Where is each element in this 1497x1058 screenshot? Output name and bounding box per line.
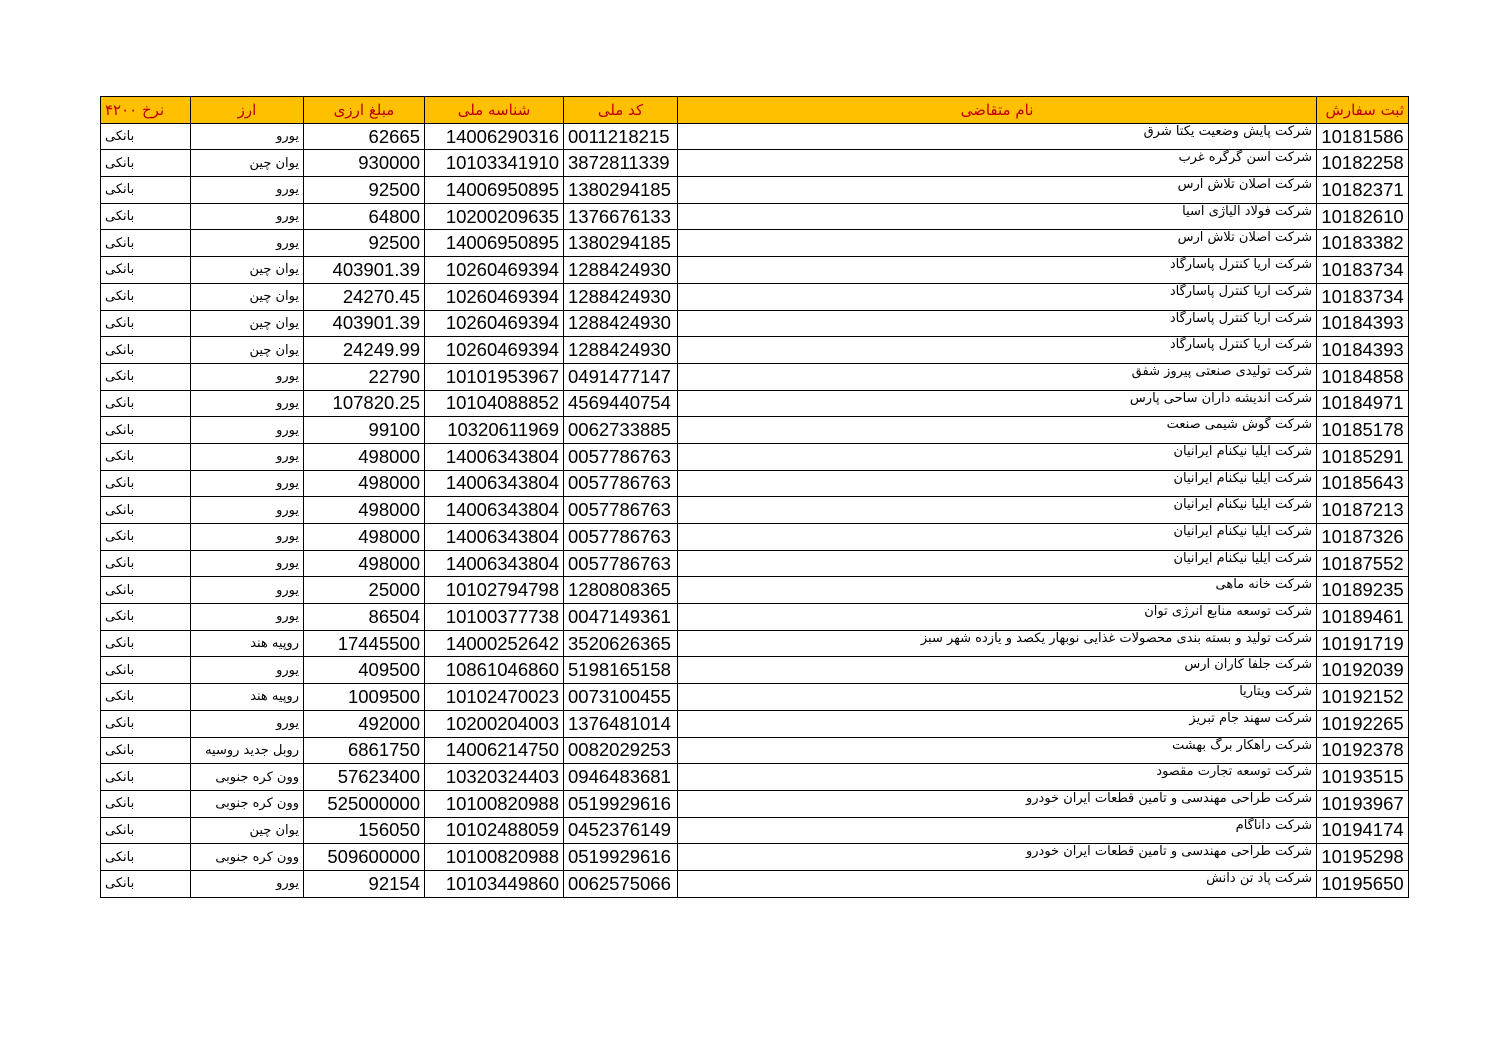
table-row xyxy=(101,524,1409,551)
cell-applicant-name: شرکت ایلیا نیکنام ایرانیان xyxy=(678,497,1317,524)
table-row xyxy=(101,390,1409,417)
cell-currency: یوان چین xyxy=(191,283,304,310)
cell-rate: بانکی xyxy=(101,550,191,577)
cell-applicant-name: شرکت آریا کنترل پاسارگاد xyxy=(678,310,1317,337)
cell-currency: وون کره جنوبی xyxy=(191,764,304,791)
cell-national-id: 14006343804 xyxy=(425,470,564,497)
cell-national-id: 10260469394 xyxy=(425,337,564,364)
cell-amount: 498000 xyxy=(304,524,425,551)
cell-currency: یورو xyxy=(191,657,304,684)
cell-amount: 17445500 xyxy=(304,630,425,657)
header-currency: ارز xyxy=(191,97,304,124)
table-row xyxy=(101,844,1409,871)
cell-order-registration: 10183734 xyxy=(1317,283,1409,310)
cell-applicant-name: شرکت ایلیا نیکنام ایرانیان xyxy=(678,470,1317,497)
cell-currency: یورو xyxy=(191,550,304,577)
table-row xyxy=(101,737,1409,764)
cell-applicant-name: شرکت تولیدی صنعتی پیروز شفق xyxy=(678,363,1317,390)
cell-amount: 92500 xyxy=(304,177,425,204)
cell-national-code: 1380294185 xyxy=(564,177,678,204)
cell-order-registration: 10193515 xyxy=(1317,764,1409,791)
cell-national-code: 1380294185 xyxy=(564,230,678,257)
cell-rate: بانکی xyxy=(101,283,191,310)
cell-order-registration: 10189235 xyxy=(1317,577,1409,604)
cell-applicant-name: شرکت اصلان تلاش ارس xyxy=(678,177,1317,204)
cell-applicant-name: شرکت آسن گرگره غرب xyxy=(678,150,1317,177)
cell-currency: یورو xyxy=(191,870,304,897)
cell-rate: بانکی xyxy=(101,710,191,737)
cell-applicant-name: شرکت اصلان تلاش ارس xyxy=(678,230,1317,257)
cell-national-code: 3872811339 xyxy=(564,150,678,177)
cell-national-id: 10104088852 xyxy=(425,390,564,417)
cell-rate: بانکی xyxy=(101,123,191,150)
cell-order-registration: 10182371 xyxy=(1317,177,1409,204)
cell-order-registration: 10195298 xyxy=(1317,844,1409,871)
table-row xyxy=(101,443,1409,470)
cell-rate: بانکی xyxy=(101,737,191,764)
cell-national-code: 1280808365 xyxy=(564,577,678,604)
cell-amount: 99100 xyxy=(304,417,425,444)
cell-order-registration: 10185178 xyxy=(1317,417,1409,444)
cell-order-registration: 10194174 xyxy=(1317,817,1409,844)
cell-applicant-name: شرکت ایلیا نیکنام ایرانیان xyxy=(678,443,1317,470)
cell-national-id: 10102470023 xyxy=(425,684,564,711)
cell-amount: 409500 xyxy=(304,657,425,684)
cell-amount: 498000 xyxy=(304,497,425,524)
cell-amount: 24249.99 xyxy=(304,337,425,364)
cell-rate: بانکی xyxy=(101,684,191,711)
cell-rate: بانکی xyxy=(101,257,191,284)
table-row xyxy=(101,710,1409,737)
cell-applicant-name: شرکت جلفا کاران ارس xyxy=(678,657,1317,684)
cell-national-code: 0047149361 xyxy=(564,604,678,631)
cell-applicant-name: شرکت ویتاریا xyxy=(678,684,1317,711)
cell-national-code: 0452376149 xyxy=(564,817,678,844)
cell-national-code: 0057786763 xyxy=(564,524,678,551)
cell-currency: یوان چین xyxy=(191,817,304,844)
cell-national-id: 10200209635 xyxy=(425,203,564,230)
cell-rate: بانکی xyxy=(101,630,191,657)
cell-order-registration: 10192265 xyxy=(1317,710,1409,737)
table-row xyxy=(101,870,1409,897)
cell-national-id: 10100820988 xyxy=(425,790,564,817)
cell-national-id: 10101953967 xyxy=(425,363,564,390)
orders-table xyxy=(100,96,1409,898)
cell-national-code: 1288424930 xyxy=(564,283,678,310)
cell-currency: یورو xyxy=(191,604,304,631)
header-rate: نرخ ۴۲۰۰ xyxy=(101,97,191,124)
cell-currency: یورو xyxy=(191,230,304,257)
cell-amount: 403901.39 xyxy=(304,310,425,337)
cell-amount: 57623400 xyxy=(304,764,425,791)
cell-order-registration: 10185643 xyxy=(1317,470,1409,497)
cell-national-code: 0946483681 xyxy=(564,764,678,791)
cell-rate: بانکی xyxy=(101,870,191,897)
cell-applicant-name: شرکت پایش وضعیت یکتا شرق xyxy=(678,123,1317,150)
cell-national-code: 1376481014 xyxy=(564,710,678,737)
cell-rate: بانکی xyxy=(101,337,191,364)
cell-currency: وون کره جنوبی xyxy=(191,790,304,817)
cell-rate: بانکی xyxy=(101,363,191,390)
cell-national-id: 10103449860 xyxy=(425,870,564,897)
cell-currency: یورو xyxy=(191,417,304,444)
cell-order-registration: 10184971 xyxy=(1317,390,1409,417)
table-row xyxy=(101,657,1409,684)
cell-applicant-name: شرکت تولید و بسته بندی محصولات غذایی نوبهار یکصد و یازده شهر سبز xyxy=(678,630,1317,657)
cell-rate: بانکی xyxy=(101,390,191,417)
cell-order-registration: 10181586 xyxy=(1317,123,1409,150)
cell-currency: یورو xyxy=(191,524,304,551)
cell-national-id: 10200204003 xyxy=(425,710,564,737)
header-order-registration: ثبت سفارش xyxy=(1317,97,1409,124)
cell-currency: یورو xyxy=(191,123,304,150)
cell-amount: 498000 xyxy=(304,443,425,470)
cell-applicant-name: شرکت طراحی مهندسی و تأمین قطعات ایران خودرو xyxy=(678,844,1317,871)
header-national-id: شناسه ملی xyxy=(425,97,564,124)
cell-order-registration: 10192039 xyxy=(1317,657,1409,684)
header-row xyxy=(101,97,1409,124)
cell-rate: بانکی xyxy=(101,790,191,817)
table-row xyxy=(101,230,1409,257)
cell-rate: بانکی xyxy=(101,417,191,444)
cell-national-id: 10260469394 xyxy=(425,283,564,310)
header-applicant-name: نام متقاضی xyxy=(678,97,1317,124)
cell-national-code: 0057786763 xyxy=(564,443,678,470)
cell-amount: 930000 xyxy=(304,150,425,177)
cell-rate: بانکی xyxy=(101,657,191,684)
cell-rate: بانکی xyxy=(101,177,191,204)
cell-rate: بانکی xyxy=(101,524,191,551)
table-row xyxy=(101,817,1409,844)
cell-order-registration: 10182610 xyxy=(1317,203,1409,230)
cell-national-code: 0491477147 xyxy=(564,363,678,390)
table-row xyxy=(101,337,1409,364)
cell-national-id: 14006950895 xyxy=(425,177,564,204)
cell-national-id: 10320324403 xyxy=(425,764,564,791)
cell-national-id: 10100377738 xyxy=(425,604,564,631)
cell-applicant-name: شرکت فولاد آلیاژی آسیا xyxy=(678,203,1317,230)
cell-national-id: 10260469394 xyxy=(425,310,564,337)
cell-amount: 509600000 xyxy=(304,844,425,871)
cell-currency: یورو xyxy=(191,710,304,737)
cell-currency: روبل جدید روسیه xyxy=(191,737,304,764)
cell-amount: 492000 xyxy=(304,710,425,737)
cell-national-code: 1288424930 xyxy=(564,310,678,337)
cell-amount: 107820.25 xyxy=(304,390,425,417)
cell-currency: یورو xyxy=(191,203,304,230)
cell-national-code: 0082029253 xyxy=(564,737,678,764)
cell-amount: 1009500 xyxy=(304,684,425,711)
cell-national-id: 14006950895 xyxy=(425,230,564,257)
cell-order-registration: 10184858 xyxy=(1317,363,1409,390)
table-row xyxy=(101,417,1409,444)
cell-amount: 525000000 xyxy=(304,790,425,817)
cell-currency: وون کره جنوبی xyxy=(191,844,304,871)
cell-national-id: 14006343804 xyxy=(425,497,564,524)
cell-amount: 498000 xyxy=(304,470,425,497)
table-row xyxy=(101,550,1409,577)
cell-rate: بانکی xyxy=(101,203,191,230)
cell-order-registration: 10192152 xyxy=(1317,684,1409,711)
cell-amount: 86504 xyxy=(304,604,425,631)
cell-applicant-name: شرکت داناگام xyxy=(678,817,1317,844)
cell-national-id: 10102488059 xyxy=(425,817,564,844)
cell-currency: یورو xyxy=(191,577,304,604)
table-row xyxy=(101,497,1409,524)
cell-applicant-name: شرکت توسعه منابع انرژی توان xyxy=(678,604,1317,631)
cell-rate: بانکی xyxy=(101,844,191,871)
table-row xyxy=(101,630,1409,657)
cell-currency: یورو xyxy=(191,443,304,470)
cell-amount: 24270.45 xyxy=(304,283,425,310)
cell-national-code: 0519929616 xyxy=(564,790,678,817)
cell-rate: بانکی xyxy=(101,470,191,497)
cell-applicant-name: شرکت توسعه تجارت مقصود xyxy=(678,764,1317,791)
cell-national-id: 14006290316 xyxy=(425,123,564,150)
table-row xyxy=(101,470,1409,497)
cell-order-registration: 10187326 xyxy=(1317,524,1409,551)
cell-applicant-name: شرکت آریا کنترل پاسارگاد xyxy=(678,283,1317,310)
table-row xyxy=(101,310,1409,337)
cell-national-code: 0062575066 xyxy=(564,870,678,897)
cell-currency: یورو xyxy=(191,177,304,204)
cell-national-code: 0519929616 xyxy=(564,844,678,871)
cell-applicant-name: شرکت راهکار برگ بهشت xyxy=(678,737,1317,764)
cell-order-registration: 10182258 xyxy=(1317,150,1409,177)
cell-rate: بانکی xyxy=(101,577,191,604)
cell-applicant-name: شرکت اندیشه داران ساحی پارس xyxy=(678,390,1317,417)
table-row xyxy=(101,604,1409,631)
cell-amount: 498000 xyxy=(304,550,425,577)
cell-applicant-name: شرکت خانه ماهی xyxy=(678,577,1317,604)
cell-currency: یوان چین xyxy=(191,150,304,177)
cell-order-registration: 10192378 xyxy=(1317,737,1409,764)
cell-national-id: 10103341910 xyxy=(425,150,564,177)
cell-currency: یورو xyxy=(191,497,304,524)
cell-currency: یورو xyxy=(191,470,304,497)
cell-national-code: 1376676133 xyxy=(564,203,678,230)
cell-currency: روپیه هند xyxy=(191,684,304,711)
cell-currency: یورو xyxy=(191,390,304,417)
cell-amount: 22790 xyxy=(304,363,425,390)
cell-order-registration: 10184393 xyxy=(1317,310,1409,337)
cell-national-code: 0057786763 xyxy=(564,550,678,577)
cell-amount: 92154 xyxy=(304,870,425,897)
cell-currency: یوان چین xyxy=(191,337,304,364)
table-row xyxy=(101,123,1409,150)
cell-national-code: 1288424930 xyxy=(564,257,678,284)
cell-order-registration: 10195650 xyxy=(1317,870,1409,897)
cell-national-id: 10861046860 xyxy=(425,657,564,684)
cell-rate: بانکی xyxy=(101,604,191,631)
header-amount: مبلغ ارزی xyxy=(304,97,425,124)
cell-order-registration: 10185291 xyxy=(1317,443,1409,470)
cell-currency: روپیه هند xyxy=(191,630,304,657)
cell-order-registration: 10187213 xyxy=(1317,497,1409,524)
cell-order-registration: 10184393 xyxy=(1317,337,1409,364)
table-row xyxy=(101,790,1409,817)
cell-currency: یوان چین xyxy=(191,257,304,284)
cell-national-code: 0073100455 xyxy=(564,684,678,711)
cell-applicant-name: شرکت ایلیا نیکنام ایرانیان xyxy=(678,524,1317,551)
cell-rate: بانکی xyxy=(101,310,191,337)
cell-national-id: 14006343804 xyxy=(425,443,564,470)
cell-national-code: 0057786763 xyxy=(564,470,678,497)
table-row xyxy=(101,684,1409,711)
cell-rate: بانکی xyxy=(101,150,191,177)
cell-amount: 92500 xyxy=(304,230,425,257)
table-row xyxy=(101,283,1409,310)
cell-applicant-name: شرکت پاد تن دانش xyxy=(678,870,1317,897)
cell-rate: بانکی xyxy=(101,230,191,257)
table-row xyxy=(101,203,1409,230)
table-row xyxy=(101,363,1409,390)
cell-national-id: 10260469394 xyxy=(425,257,564,284)
table-row xyxy=(101,150,1409,177)
cell-national-id: 10100820988 xyxy=(425,844,564,871)
cell-applicant-name: شرکت گوش شیمی صنعت xyxy=(678,417,1317,444)
table-row xyxy=(101,764,1409,791)
table-row xyxy=(101,177,1409,204)
cell-amount: 25000 xyxy=(304,577,425,604)
cell-order-registration: 10193967 xyxy=(1317,790,1409,817)
cell-rate: بانکی xyxy=(101,817,191,844)
cell-national-code: 0011218215 xyxy=(564,123,678,150)
cell-currency: یوان چین xyxy=(191,310,304,337)
cell-national-code: 0062733885 xyxy=(564,417,678,444)
cell-national-code: 5198165158 xyxy=(564,657,678,684)
cell-applicant-name: شرکت طراحی مهندسی و تأمین قطعات ایران خودرو xyxy=(678,790,1317,817)
cell-national-id: 14000252642 xyxy=(425,630,564,657)
cell-order-registration: 10183734 xyxy=(1317,257,1409,284)
cell-amount: 62665 xyxy=(304,123,425,150)
cell-order-registration: 10191719 xyxy=(1317,630,1409,657)
cell-national-code: 3520626365 xyxy=(564,630,678,657)
cell-applicant-name: شرکت آریا کنترل پاسارگاد xyxy=(678,257,1317,284)
cell-rate: بانکی xyxy=(101,497,191,524)
cell-rate: بانکی xyxy=(101,764,191,791)
cell-national-id: 10102794798 xyxy=(425,577,564,604)
cell-national-id: 14006343804 xyxy=(425,524,564,551)
header-national-code: کد ملی xyxy=(564,97,678,124)
cell-national-id: 10320611969 xyxy=(425,417,564,444)
cell-national-code: 4569440754 xyxy=(564,390,678,417)
cell-order-registration: 10183382 xyxy=(1317,230,1409,257)
cell-rate: بانکی xyxy=(101,443,191,470)
cell-national-code: 0057786763 xyxy=(564,497,678,524)
cell-order-registration: 10189461 xyxy=(1317,604,1409,631)
cell-applicant-name: شرکت ایلیا نیکنام ایرانیان xyxy=(678,550,1317,577)
cell-national-id: 14006343804 xyxy=(425,550,564,577)
cell-amount: 64800 xyxy=(304,203,425,230)
cell-amount: 156050 xyxy=(304,817,425,844)
cell-order-registration: 10187552 xyxy=(1317,550,1409,577)
cell-national-id: 14006214750 xyxy=(425,737,564,764)
table-row xyxy=(101,257,1409,284)
cell-national-code: 1288424930 xyxy=(564,337,678,364)
cell-amount: 403901.39 xyxy=(304,257,425,284)
cell-currency: یورو xyxy=(191,363,304,390)
table-row xyxy=(101,577,1409,604)
cell-amount: 6861750 xyxy=(304,737,425,764)
cell-applicant-name: شرکت آریا کنترل پاسارگاد xyxy=(678,337,1317,364)
cell-applicant-name: شرکت سهند جام تبریز xyxy=(678,710,1317,737)
